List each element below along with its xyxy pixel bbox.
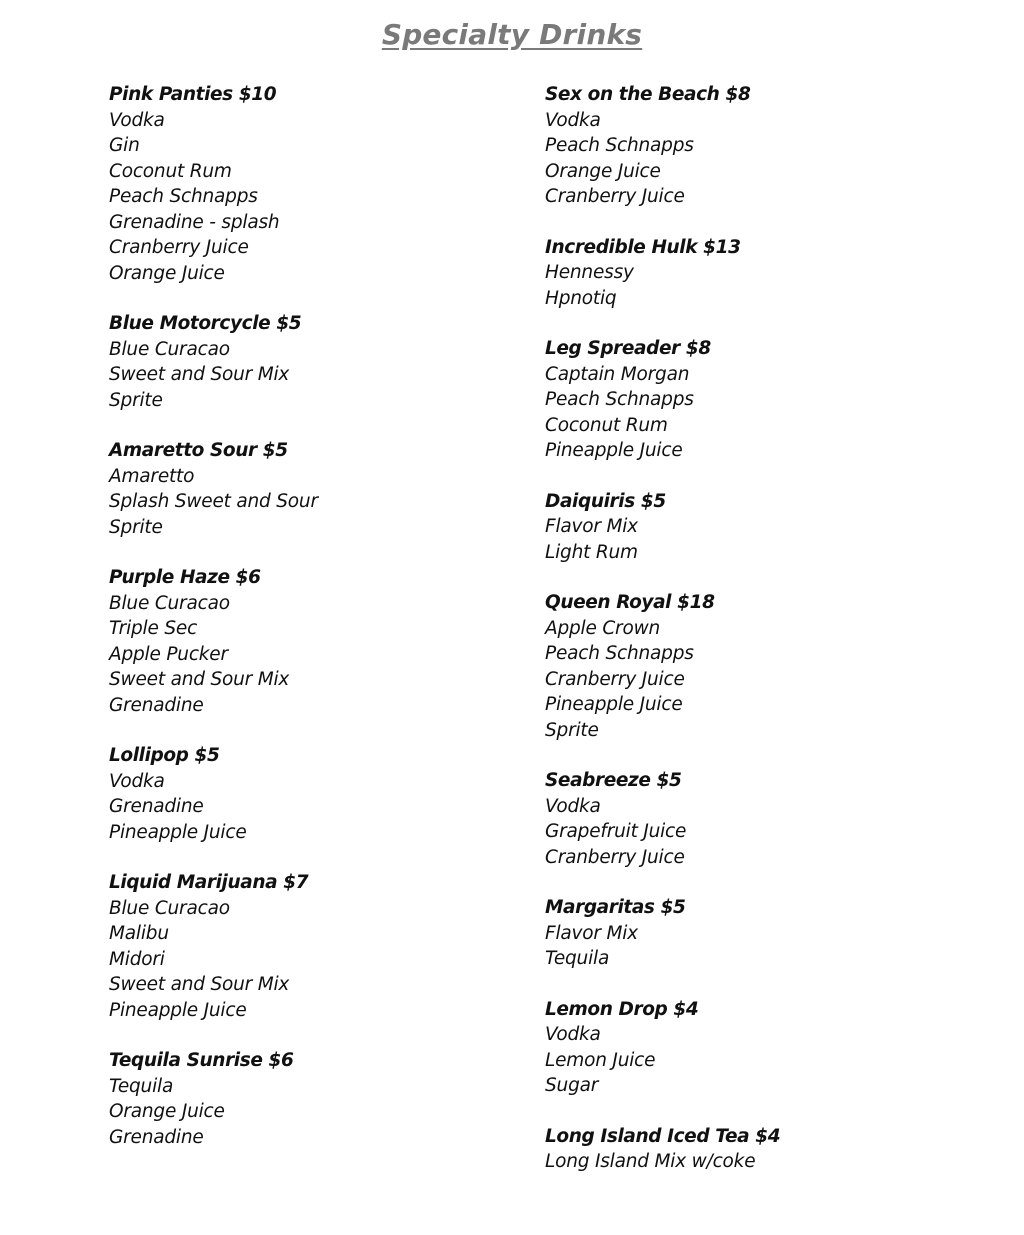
- ingredient: Peach Schnapps: [109, 186, 258, 207]
- ingredient: Vodka: [545, 1024, 601, 1045]
- drink-name: Blue Motorcycle $5: [109, 313, 302, 334]
- drink-name: Leg Spreader $8: [545, 338, 711, 359]
- ingredient: Blue Curacao: [109, 897, 230, 919]
- drink-daiquiris: [545, 489, 965, 566]
- ingredient: Sweet and Sour Mix: [109, 364, 290, 385]
- drink-name: Margaritas $5: [545, 897, 686, 918]
- ingredient: Coconut Rum: [109, 160, 232, 182]
- ingredient: Grapefruit Juice: [545, 821, 687, 842]
- ingredient: Peach Schnapps: [545, 135, 694, 156]
- ingredient: Blue Curacao: [109, 592, 230, 614]
- ingredient: Grenadine: [109, 694, 204, 716]
- ingredient: Cranberry Juice: [109, 237, 249, 258]
- ingredient: Pineapple Juice: [545, 440, 683, 461]
- drink-purple-haze: [109, 565, 529, 718]
- ingredient: Flavor Mix: [545, 922, 638, 944]
- ingredient: Vodka: [109, 109, 165, 131]
- ingredient: Vodka: [545, 795, 601, 817]
- ingredient: Tequila: [109, 1075, 174, 1097]
- ingredient: Grenadine - splash: [109, 211, 280, 233]
- right-column: [545, 82, 965, 1200]
- drink-lemon-drop: [545, 997, 965, 1099]
- ingredient: Peach Schnapps: [545, 643, 694, 664]
- drink-name: Purple Haze $6: [109, 567, 261, 588]
- drink-long-island-iced-tea: [545, 1124, 965, 1175]
- ingredient: Apple Crown: [545, 617, 661, 639]
- drink-name: Queen Royal $18: [545, 592, 715, 613]
- ingredient: Tequila: [545, 948, 610, 969]
- ingredient: Triple Sec: [109, 618, 198, 639]
- ingredient: Cranberry Juice: [545, 846, 685, 868]
- ingredient: Pineapple Juice: [109, 999, 247, 1021]
- ingredient: Flavor Mix: [545, 516, 638, 537]
- drink-pink-panties: [109, 82, 529, 286]
- ingredient: Hpnotiq: [545, 287, 617, 309]
- ingredient: Sprite: [545, 719, 599, 741]
- drink-lollipop: [109, 743, 529, 845]
- drink-name: Liquid Marijuana $7: [109, 872, 309, 893]
- ingredient: Hennessy: [545, 262, 634, 283]
- ingredient: Sweet and Sour Mix: [109, 974, 290, 995]
- ingredient: Pineapple Juice: [109, 821, 247, 843]
- drink-name: Seabreeze $5: [545, 770, 682, 791]
- ingredient: Apple Pucker: [109, 643, 228, 665]
- ingredient: Orange Juice: [109, 1101, 225, 1122]
- drink-amaretto-sour: [109, 438, 529, 540]
- ingredient: Captain Morgan: [545, 363, 690, 385]
- ingredient: Cranberry Juice: [545, 668, 685, 690]
- drink-name: Daiquiris $5: [545, 490, 666, 512]
- ingredient: Blue Curacao: [109, 338, 230, 360]
- drink-name: Long Island Iced Tea $4: [545, 1125, 781, 1147]
- ingredient: Malibu: [109, 923, 169, 944]
- ingredient: Sugar: [545, 1075, 599, 1096]
- ingredient: Lemon Juice: [545, 1049, 656, 1071]
- ingredient: Cranberry Juice: [545, 186, 685, 207]
- ingredient: Gin: [109, 135, 140, 156]
- drink-name: Incredible Hulk $13: [545, 236, 741, 258]
- left-column: [109, 82, 529, 1175]
- drink-name: Lemon Drop $4: [545, 998, 699, 1020]
- ingredient: Peach Schnapps: [545, 389, 694, 410]
- ingredient: Vodka: [109, 770, 165, 792]
- drink-leg-spreader: [545, 336, 965, 464]
- drink-incredible-hulk: [545, 235, 965, 312]
- drink-sex-on-the-beach: [545, 82, 965, 210]
- ingredient: Orange Juice: [109, 262, 225, 284]
- drink-seabreeze: [545, 768, 965, 870]
- drink-name: Sex on the Beach $8: [545, 84, 751, 105]
- drink-name: Amaretto Sour $5: [109, 440, 288, 461]
- ingredient: Long Island Mix w/coke: [545, 1151, 756, 1172]
- ingredient: Sweet and Sour Mix: [109, 669, 290, 690]
- ingredient: Coconut Rum: [545, 414, 668, 436]
- drink-blue-motorcycle: [109, 311, 529, 413]
- drink-name: Pink Panties $10: [109, 84, 277, 105]
- ingredient: Sprite: [109, 389, 163, 411]
- ingredient: Midori: [109, 948, 165, 970]
- ingredient: Vodka: [545, 109, 601, 131]
- ingredient: Light Rum: [545, 541, 638, 563]
- drink-margaritas: [545, 895, 965, 972]
- ingredient: Splash Sweet and Sour: [109, 491, 318, 512]
- page-title: Specialty Drinks: [381, 18, 643, 51]
- ingredient: Sprite: [109, 516, 163, 538]
- ingredient: Amaretto: [109, 465, 195, 487]
- ingredient: Pineapple Juice: [545, 694, 683, 715]
- ingredient: Orange Juice: [545, 160, 661, 182]
- drink-queen-royal: [545, 590, 965, 743]
- drink-tequila-sunrise: [109, 1048, 529, 1150]
- drink-liquid-marijuana: [109, 870, 529, 1023]
- ingredient: Grenadine: [109, 796, 204, 817]
- drink-name: Tequila Sunrise $6: [109, 1050, 294, 1071]
- drink-name: Lollipop $5: [109, 745, 220, 766]
- ingredient: Grenadine: [109, 1126, 204, 1148]
